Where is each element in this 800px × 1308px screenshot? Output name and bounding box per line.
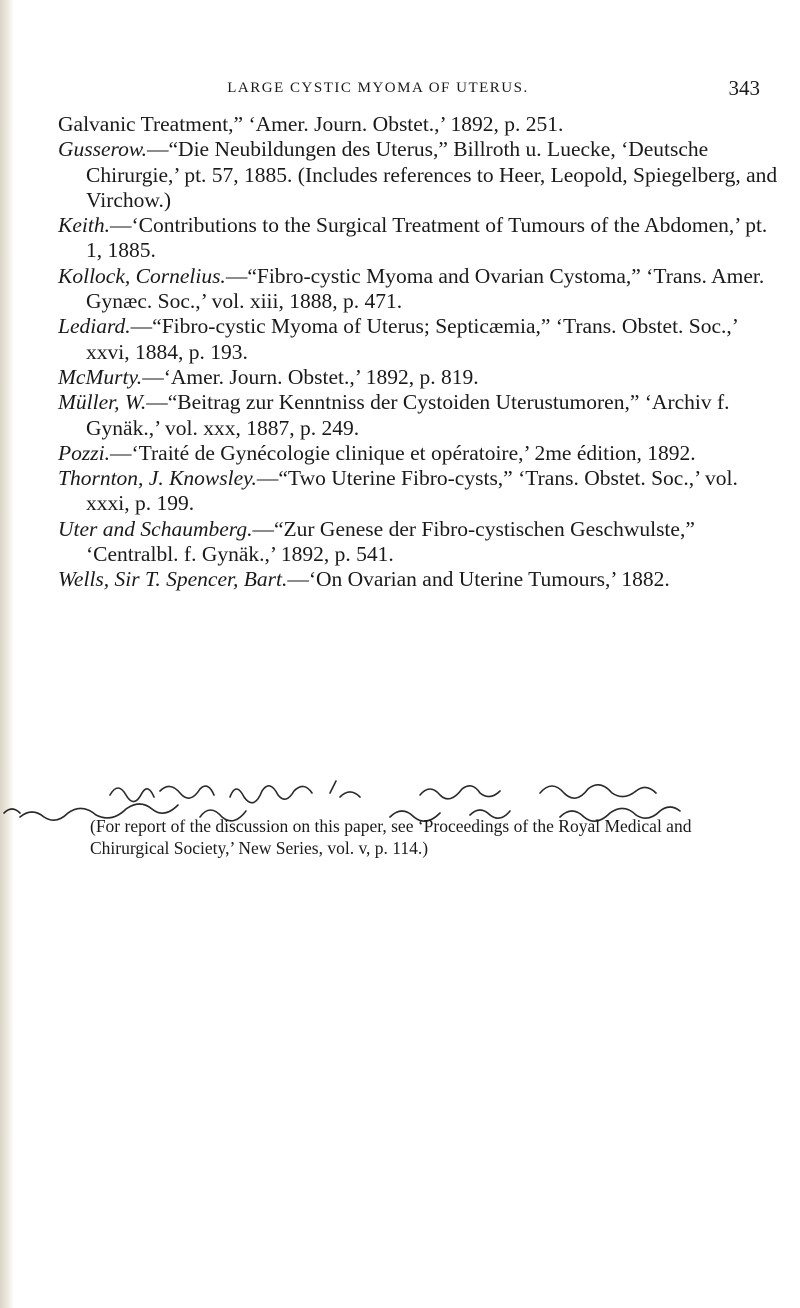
- page-header: [58, 70, 780, 108]
- reference-text: —“Two Uterine Fibro-cysts,” ‘Trans. Obstet. Soc.,’ vol. xxxi, p. 199.: [86, 466, 738, 516]
- reference-text: —‘Contributions to the Surgical Treatment of Tumours of the Abdomen,’ pt. 1, 1885.: [86, 213, 768, 263]
- reference-entry: [58, 137, 780, 213]
- reference-entry: [58, 517, 780, 568]
- reference-entry: [58, 112, 780, 137]
- reference-text: —“Fibro-cystic Myoma and Ovarian Cystoma,” ‘Trans. Amer. Gynæc. Soc.,’ vol. xiii, 1888, p. 471.: [86, 263, 765, 314]
- reference-text: —‘On Ovarian and Uterine Tumours,’ 1882.: [287, 567, 670, 592]
- reference-text: —“Zur Genese der Fibro-cystischen Geschwulste,” ‘Centralbl. f. Gynäk.,’ 1892, p. 541.: [86, 516, 695, 567]
- discussion-note: (For report of the discussion on this paper, see ‘Proceedings of the Royal Medical and Chirurgical Society,’ New Series, vol. v, p. 114.): [90, 816, 692, 858]
- reference-author: Kollock, Cornelius.: [58, 263, 226, 288]
- reference-author: Gusserow.: [58, 137, 147, 162]
- page-number: 343: [728, 76, 760, 100]
- reference-author: Müller, W.: [58, 390, 147, 415]
- reference-entry: [58, 567, 780, 592]
- reference-author: Thornton, J. Knowsley.: [58, 466, 257, 491]
- reference-entry: [58, 264, 780, 315]
- reference-author: Wells, Sir T. Spencer, Bart.: [58, 567, 288, 592]
- book-page: [58, 70, 780, 593]
- reference-author: Lediard.: [58, 314, 131, 339]
- reference-author: Pozzi.: [58, 440, 110, 465]
- reference-text: —“Fibro-cystic Myoma of Uterus; Septicæmia,” ‘Trans. Obstet. Soc.,’ xxvi, 1884, p. 193.: [86, 314, 738, 364]
- reference-text: —“Die Neubildungen des Uterus,” Billroth u. Luecke, ‘Deutsche Chirurgie,’ pt. 57, 1885. (Includes references to Heer, Leopold, Spiegelberg, and Virchow.): [86, 137, 778, 212]
- page-gutter-shadow: [0, 0, 14, 1308]
- reference-entry: [58, 466, 780, 517]
- reference-text: —“Beitrag zur Kenntniss der Cystoiden Uterustumoren,” ‘Archiv f. Gynäk.,’ vol. xxx, 1887, p. 249.: [86, 390, 730, 440]
- reference-text: Galvanic Treatment,” ‘Amer. Journ. Obstet.,’ 1892, p. 251.: [58, 112, 564, 136]
- reference-text: —‘Traité de Gynécologie clinique et opératoire,’ 2me édition, 1892.: [109, 440, 696, 465]
- reference-author: McMurty.: [58, 364, 143, 389]
- reference-text: —‘Amer. Journ. Obstet.,’ 1892, p. 819.: [142, 364, 479, 389]
- reference-entry: [58, 365, 780, 390]
- reference-author: Uter and Schaumberg.: [58, 516, 253, 541]
- reference-entry: [58, 441, 780, 466]
- reference-author: Keith.: [58, 213, 110, 238]
- reference-entry: [58, 314, 780, 365]
- reference-list: [58, 112, 780, 593]
- running-title: LARGE CYSTIC MYOMA OF UTERUS.: [227, 80, 529, 96]
- reference-entry: [58, 213, 780, 264]
- reference-entry: [58, 390, 780, 441]
